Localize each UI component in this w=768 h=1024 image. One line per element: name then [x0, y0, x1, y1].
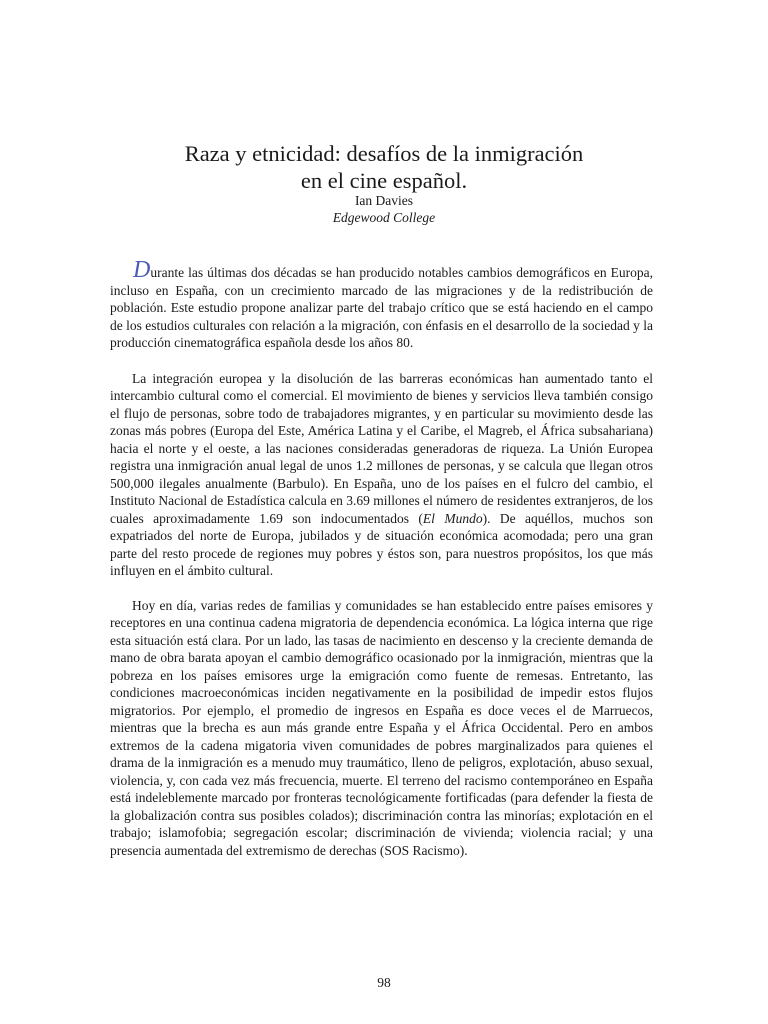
paragraph-1-text: urante las últimas dos décadas se han producido notables cambios demográficos en Europa, incluso en España, con un crecimiento marcado de las migraciones y de la redistribución de población. Este estudio propone analizar parte del trabajo crítico que se está haciendo en el campo de los estudios culturales con relación a la migración, con énfasis en el desarrollo de la sociedad y la producción cinematográfica española desde los años 80. [110, 265, 653, 350]
page-number: 98 [377, 975, 391, 990]
citation-el-mundo: El Mundo [422, 510, 483, 526]
paragraph-3-text: Hoy en día, varias redes de familias y comunidades se han establecido entre países emisores y receptores en una continua cadena migratoria de dependencia económica. La lógica interna que rige esta situación está clara. Por un lado, las tasas de nacimiento en descenso y la creciente demanda de mano de obra barata apoyan el cambio demográfico ocasionado por la inmigración, mientras que la pobreza en los países emisores urge la emigración como fuente de remesas. Entretanto, las condiciones macroeconómicas inciden negativamente en la posibilidad de impedir estos flujos migratorios. Por ejemplo, el promedio de ingresos en España es doce veces el de Marruecos, mientras que la brecha es aun más grande entre España y el África Occidental. Pero en ambos extremos de la cadena migatoria viven comunidades de pobres marginalizados para quienes el drama de la inmigración es a menudo muy traumático, lleno de peligros, explotación, abuso sexual, violencia, y, con cada vez más frecuencia, muerte. El terreno del racismo contemporáneo en España está indeleblemente marcado por fronteras tecnológicamente fortificadas (para defender la fiesta de la globalización contra sus posibles colados); discriminación contra las minorías; explotación en el trabajo; islamofobia; segregación escolar; discriminación de vivienda; violencia racial; y una presencia aumentada del extremismo de derechas (SOS Racismo). [110, 597, 653, 858]
title-line-2: en el cine español. [300, 168, 468, 193]
paragraph-2-text-b: ). De aquéllos, muchos son expatriados del norte de Europa, jubilados y de situación económica acomodada; pero una gran parte del resto procede de regiones muy pobres y éstos son, para nuestros propósitos, los que más influyen en el ámbito cultural. [110, 510, 653, 578]
drop-cap: D [133, 257, 151, 283]
paragraph-3 [110, 597, 653, 860]
title-line-1: Raza y etnicidad: desafíos de la inmigración [184, 141, 584, 166]
paragraph-2-text-a: La integración europea y la disolución de las barreras económicas han aumentado tanto el intercambio cultural como el comercial. El movimiento de bienes y servicios lleva también consigo el flujo de personas, sobre todo de trabajadores migrantes, y en particular su movimiento desde las zonas más pobres (Europa del Este, América Latina y el Caribe, el Magreb, el África subsahariana) hacia el norte y el oeste, a las naciones consideradas generadoras de riqueza. La Unión Europea registra una inmigración anual legal de unos 1.2 millones de personas, y se calcula que llegan otros 500,000 ilegales anualmente (Barbulo). En España, uno de los países en el fulcro del cambio, el Instituto Nacional de Estadística calcula en 3.69 millones el número de residentes extranjeros, de los cuales aproximadamente 1.69 son indocumentados ( [110, 370, 653, 526]
author-name: Ian Davies [354, 193, 414, 208]
article-title [0, 140, 768, 194]
paragraph-2 [110, 370, 653, 580]
article-body [110, 257, 653, 876]
paragraph-1 [110, 257, 653, 352]
author-affiliation: Edgewood College [332, 210, 436, 225]
